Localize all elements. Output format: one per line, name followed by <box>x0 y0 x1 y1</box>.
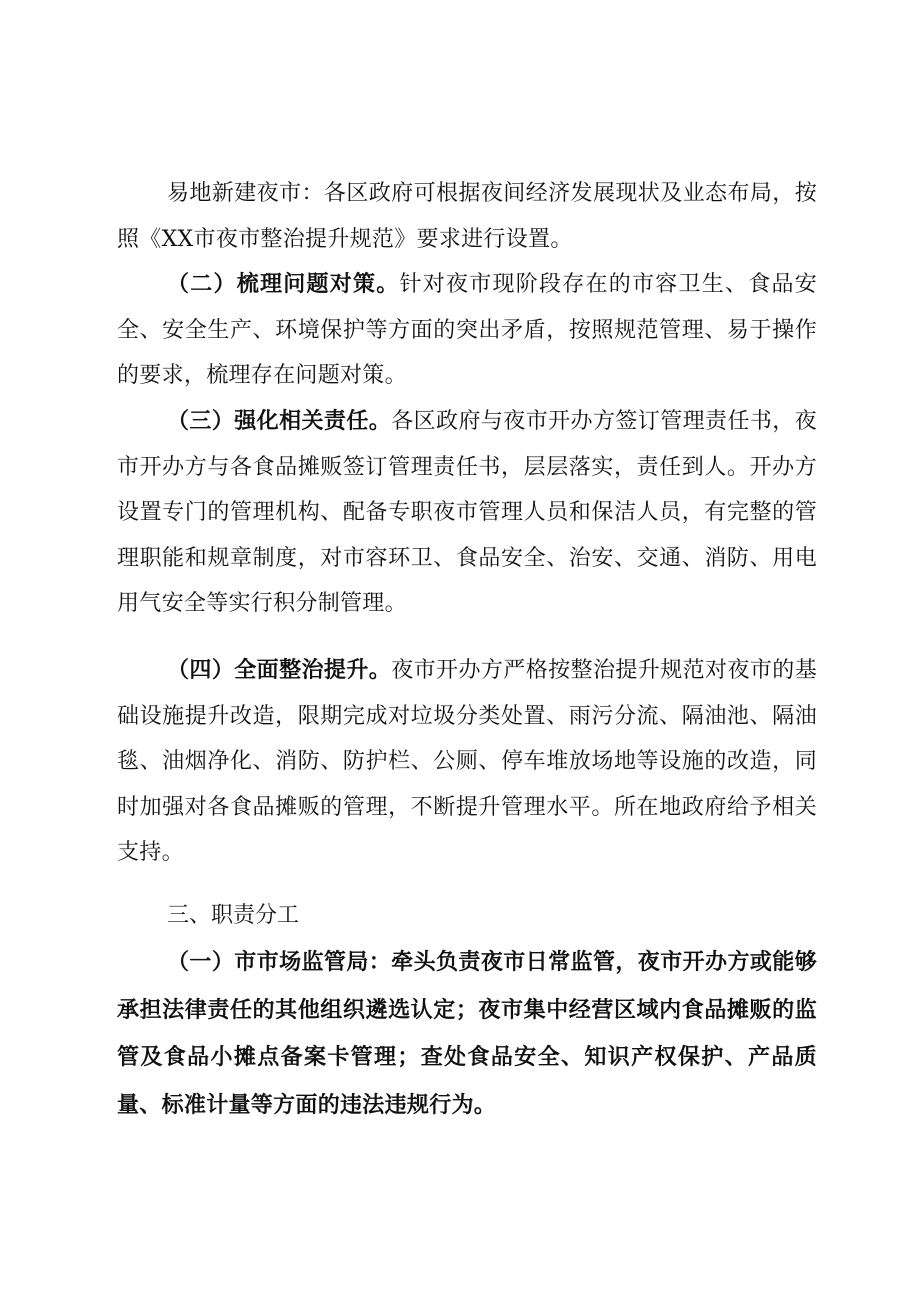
paragraph-lead: （二）梳理问题对策。 <box>167 271 400 297</box>
paragraph-strengthen-responsibility <box>117 399 817 627</box>
paragraph-relocate-night-market <box>117 171 817 262</box>
paragraph-comprehensive-upgrade <box>117 648 817 876</box>
paragraph-market-supervision-bureau: （一）市市场监管局：牵头负责夜市日常监管，夜市开办方或能够承担法律责任的其他组织遴选认定；夜市集中经营区域内食品摊贩的监管及食品小摊点备案卡管理；查处食品安全、知识产权保护、产品质量、标准计量等方面的违法违规行为。 <box>117 949 817 1118</box>
paragraph-body: 各区政府与夜市开办方签订管理责任书，夜市开办方与各食品摊贩签订管理责任书，层层落实，责任到人。开办方设置专门的管理机构、配备专职夜市管理人员和保洁人员，有完整的管理职能和规章制度，对市容环卫、食品安全、治安、交通、消防、用电用气安全等实行积分制管理。 <box>117 409 817 616</box>
paragraph-body: 易地新建夜市：各区政府可根据夜间经济发展现状及业态布局，按照《XX市夜市整治提升规范》要求进行设置。 <box>117 181 817 252</box>
paragraph-body: 夜市开办方严格按整治提升规范对夜市的基础设施提升改造，限期完成对垃圾分类处置、雨污分流、隔油池、隔油毯、油烟净化、消防、防护栏、公厕、停车堆放场地等设施的改造，同时加强对各食品摊贩的管理，不断提升管理水平。所在地政府给予相关支持。 <box>117 658 817 865</box>
paragraph-body: 针对夜市现阶段存在的市容卫生、食品安全、安全生产、环境保护等方面的突出矛盾，按照规范管理、易于操作的要求，梳理存在问题对策。 <box>117 272 817 388</box>
paragraph-lead: （三）强化相关责任。 <box>167 408 392 434</box>
section-title: 三、职责分工 <box>167 903 300 928</box>
paragraph-sort-problems <box>117 262 817 399</box>
paragraph-lead: （四）全面整治提升。 <box>167 657 392 683</box>
